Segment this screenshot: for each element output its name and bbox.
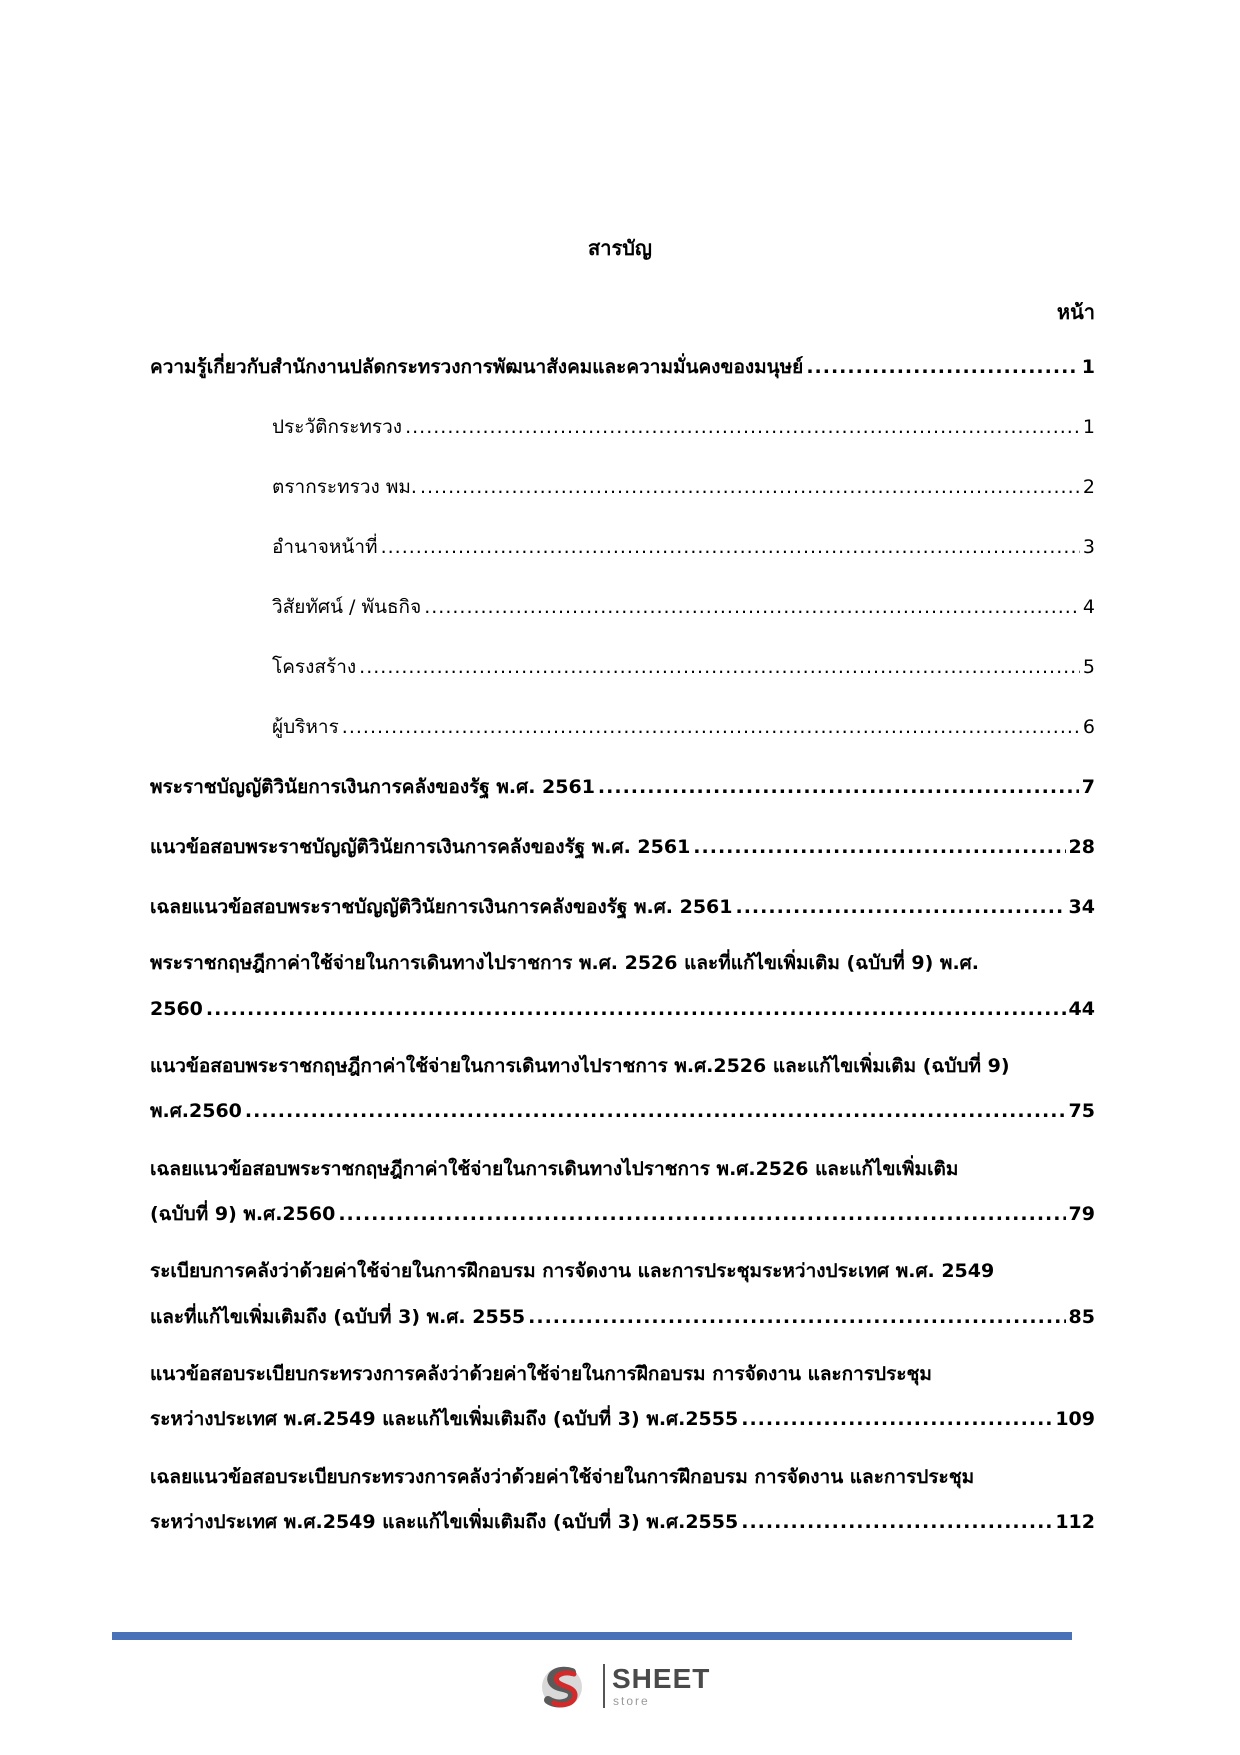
toc-entry-title: และที่แก้ไขเพิ่มเติมถึง (ฉบับที่ 3) พ.ศ. 2555 — [150, 1306, 526, 1328]
toc-entry-page: 4 — [1082, 596, 1095, 618]
leader-dots — [420, 473, 1080, 501]
toc-entry-page: 1 — [1081, 356, 1095, 378]
toc-subentry[interactable] — [272, 533, 1095, 561]
toc-entry-title: เฉลยแนวข้อสอบพระราชบัญญัติวินัยการเงินการคลังของรัฐ พ.ศ. 2561 — [150, 896, 733, 918]
logo-subtitle: store — [613, 1694, 650, 1708]
leader-dots — [405, 413, 1080, 441]
leader-dots — [806, 353, 1078, 381]
toc-entry[interactable] — [150, 1508, 1095, 1536]
toc-entry-page: 75 — [1068, 1100, 1095, 1122]
toc-subentry[interactable] — [272, 713, 1095, 741]
leader-dots — [741, 1405, 1052, 1433]
toc-subentry[interactable] — [272, 653, 1095, 681]
toc-entry-title: ระหว่างประเทศ พ.ศ.2549 และแก้ไขเพิ่มเติมถึง (ฉบับที่ 3) พ.ศ.2555 — [150, 1511, 739, 1533]
toc-entry-title: วิสัยทัศน์ / พันธกิจ — [272, 596, 422, 618]
leader-dots — [424, 593, 1080, 621]
toc-subentry[interactable] — [272, 473, 1095, 501]
toc-subentry[interactable] — [272, 593, 1095, 621]
toc-entry-page: 34 — [1068, 896, 1095, 918]
toc-entry-title: พระราชบัญญัติวินัยการเงินการคลังของรัฐ พ.ศ. 2561 — [150, 776, 595, 798]
toc-entry-title: (ฉบับที่ 9) พ.ศ.2560 — [150, 1203, 336, 1225]
toc-entry-title: ความรู้เกี่ยวกับสำนักงานปลัดกระทรวงการพัฒนาสังคมและความมั่นคงของมนุษย์ — [150, 356, 804, 378]
toc-subentry[interactable] — [272, 413, 1095, 441]
toc-entry[interactable] — [150, 773, 1095, 801]
toc-entry-line1: แนวข้อสอบพระราชกฤษฎีกาค่าใช้จ่ายในการเดินทางไปราชการ พ.ศ.2526 และแก้ไขเพิ่มเติม (ฉบับที่ 9) — [150, 1055, 1010, 1077]
toc-entry-page: 6 — [1082, 716, 1095, 738]
toc-entry-line1: พระราชกฤษฎีกาค่าใช้จ่ายในการเดินทางไปราชการ พ.ศ. 2526 และที่แก้ไขเพิ่มเติม (ฉบับที่ 9) พ.ศ. — [150, 952, 979, 974]
toc-entry-title: ระหว่างประเทศ พ.ศ.2549 และแก้ไขเพิ่มเติมถึง (ฉบับที่ 3) พ.ศ.2555 — [150, 1408, 739, 1430]
footer-rule — [112, 1632, 1072, 1640]
toc-entry-title: อำนาจหน้าที่ — [272, 536, 378, 558]
toc-entry[interactable] — [150, 1303, 1095, 1331]
toc-entry-title: ตรากระทรวง พม. — [272, 476, 417, 498]
toc-entry[interactable] — [150, 995, 1095, 1023]
leader-dots — [381, 533, 1080, 561]
leader-dots — [206, 995, 1066, 1023]
toc-entry-page: 109 — [1055, 1408, 1095, 1430]
toc-entry-title: ผู้บริหาร — [272, 716, 339, 738]
toc-entry-page: 2 — [1082, 476, 1095, 498]
logo-name: SHEET — [612, 1663, 711, 1694]
toc-entry-title: 2560 — [150, 998, 203, 1020]
toc-entry-line1: เฉลยแนวข้อสอบระเบียบกระทรวงการคลังว่าด้วยค่าใช้จ่ายในการฝึกอบรม การจัดงาน และการประชุม — [150, 1466, 975, 1488]
leader-dots — [338, 1200, 1065, 1228]
logo-divider — [603, 1664, 605, 1708]
toc-entry[interactable] — [150, 1200, 1095, 1228]
toc-entry-line1: แนวข้อสอบระเบียบกระทรวงการคลังว่าด้วยค่าใช้จ่ายในการฝึกอบรม การจัดงาน และการประชุม — [150, 1363, 932, 1385]
toc-entry-line1: ระเบียบการคลังว่าด้วยค่าใช้จ่ายในการฝึกอบรม การจัดงาน และการประชุมระหว่างประเทศ พ.ศ. 2549 — [150, 1260, 995, 1282]
toc-entry-page: 28 — [1068, 836, 1095, 858]
toc-entry-title: ประวัติกระทรวง — [272, 416, 403, 438]
toc-entry-page: 112 — [1055, 1511, 1095, 1533]
leader-dots — [342, 713, 1080, 741]
leader-dots — [736, 893, 1066, 921]
toc-entry[interactable] — [150, 353, 1095, 381]
sheet-store-logo-icon — [538, 1662, 598, 1712]
leader-dots — [741, 1508, 1052, 1536]
leader-dots — [598, 773, 1079, 801]
toc-entry[interactable] — [150, 1097, 1095, 1125]
toc-entry[interactable] — [150, 893, 1095, 921]
toc-entry[interactable] — [150, 833, 1095, 861]
toc-entry-page: 5 — [1082, 656, 1095, 678]
toc-title: สารบัญ — [588, 236, 652, 260]
leader-dots — [359, 653, 1080, 681]
leader-dots — [693, 833, 1065, 861]
page-column-header: หน้า — [1056, 300, 1095, 324]
toc-entry-page: 7 — [1081, 776, 1095, 798]
toc-entry-page: 3 — [1082, 536, 1095, 558]
toc-entry-title: พ.ศ.2560 — [150, 1100, 242, 1122]
toc-entry-line1: เฉลยแนวข้อสอบพระราชกฤษฎีกาค่าใช้จ่ายในการเดินทางไปราชการ พ.ศ.2526 และแก้ไขเพิ่มเติม — [150, 1158, 959, 1180]
leader-dots — [528, 1303, 1065, 1331]
toc-entry[interactable] — [150, 1405, 1095, 1433]
toc-entry-page: 44 — [1068, 998, 1095, 1020]
toc-entry-title: โครงสร้าง — [272, 656, 357, 678]
toc-entry-page: 79 — [1068, 1203, 1095, 1225]
toc-entry-title: แนวข้อสอบพระราชบัญญัติวินัยการเงินการคลังของรัฐ พ.ศ. 2561 — [150, 836, 691, 858]
toc-entry-page: 85 — [1068, 1306, 1095, 1328]
leader-dots — [245, 1097, 1066, 1125]
toc-entry-page: 1 — [1082, 416, 1095, 438]
